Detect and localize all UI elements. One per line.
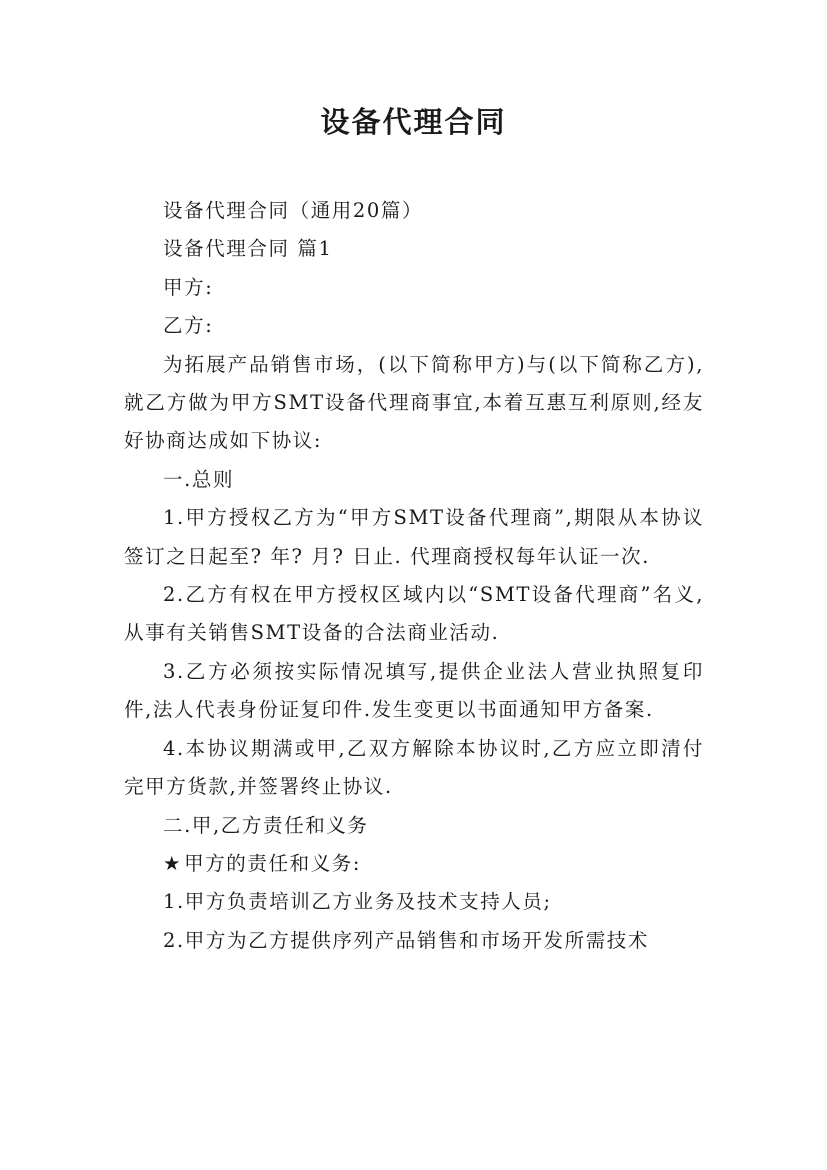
- paragraph-duty-2: 2.甲方为乙方提供序列产品销售和市场开发所需技术: [163, 928, 650, 952]
- paragraph-duties-heading: 二.甲,乙方责任和义务: [163, 813, 369, 837]
- paragraph-section-heading: 设备代理合同 篇1: [163, 237, 333, 261]
- paragraph-clause-2: 2.乙方有权在甲方授权区域内以“SMT设备代理商”名义,从事有关销售SMT设备的合法商业活动.: [124, 583, 704, 645]
- paragraph-general-heading: 一.总则: [163, 467, 235, 491]
- paragraph-party-a: 甲方:: [163, 275, 214, 299]
- paragraph-party-b: 乙方:: [163, 314, 214, 338]
- paragraph-subtitle: 设备代理合同（通用20篇）: [163, 199, 424, 222]
- star-icon: ★: [163, 851, 183, 875]
- paragraph-clause-4: 4.本协议期满或甲,乙双方解除本协议时,乙方应立即清付完甲方货款,并签署终止协议.: [124, 736, 704, 799]
- paragraph-party-a-duties: [124, 845, 704, 883]
- paragraph-clause-1: 1.甲方授权乙方为“甲方SMT设备代理商”,期限从本协议签订之日起至? 年? 月? 日止. 代理商授权每年认证一次.: [124, 506, 704, 568]
- party-a-duties-label: 甲方的责任和义务:: [184, 851, 362, 875]
- paragraph-clause-3: 3.乙方必须按实际情况填写,提供企业法人营业执照复印件,法人代表身份证复印件.发生变更以书面通知甲方备案.: [124, 659, 704, 722]
- document-body: [124, 192, 704, 960]
- document-title: 设备代理合同: [320, 105, 507, 139]
- paragraph-duty-1: 1.甲方负责培训乙方业务及技术支持人员;: [163, 890, 552, 914]
- paragraph-intro: 为拓展产品销售市场，(以下简称甲方)与(以下简称乙方),就乙方做为甲方SMT设备代理商事宜,本着互惠互利原则,经友好协商达成如下协议:: [124, 352, 704, 453]
